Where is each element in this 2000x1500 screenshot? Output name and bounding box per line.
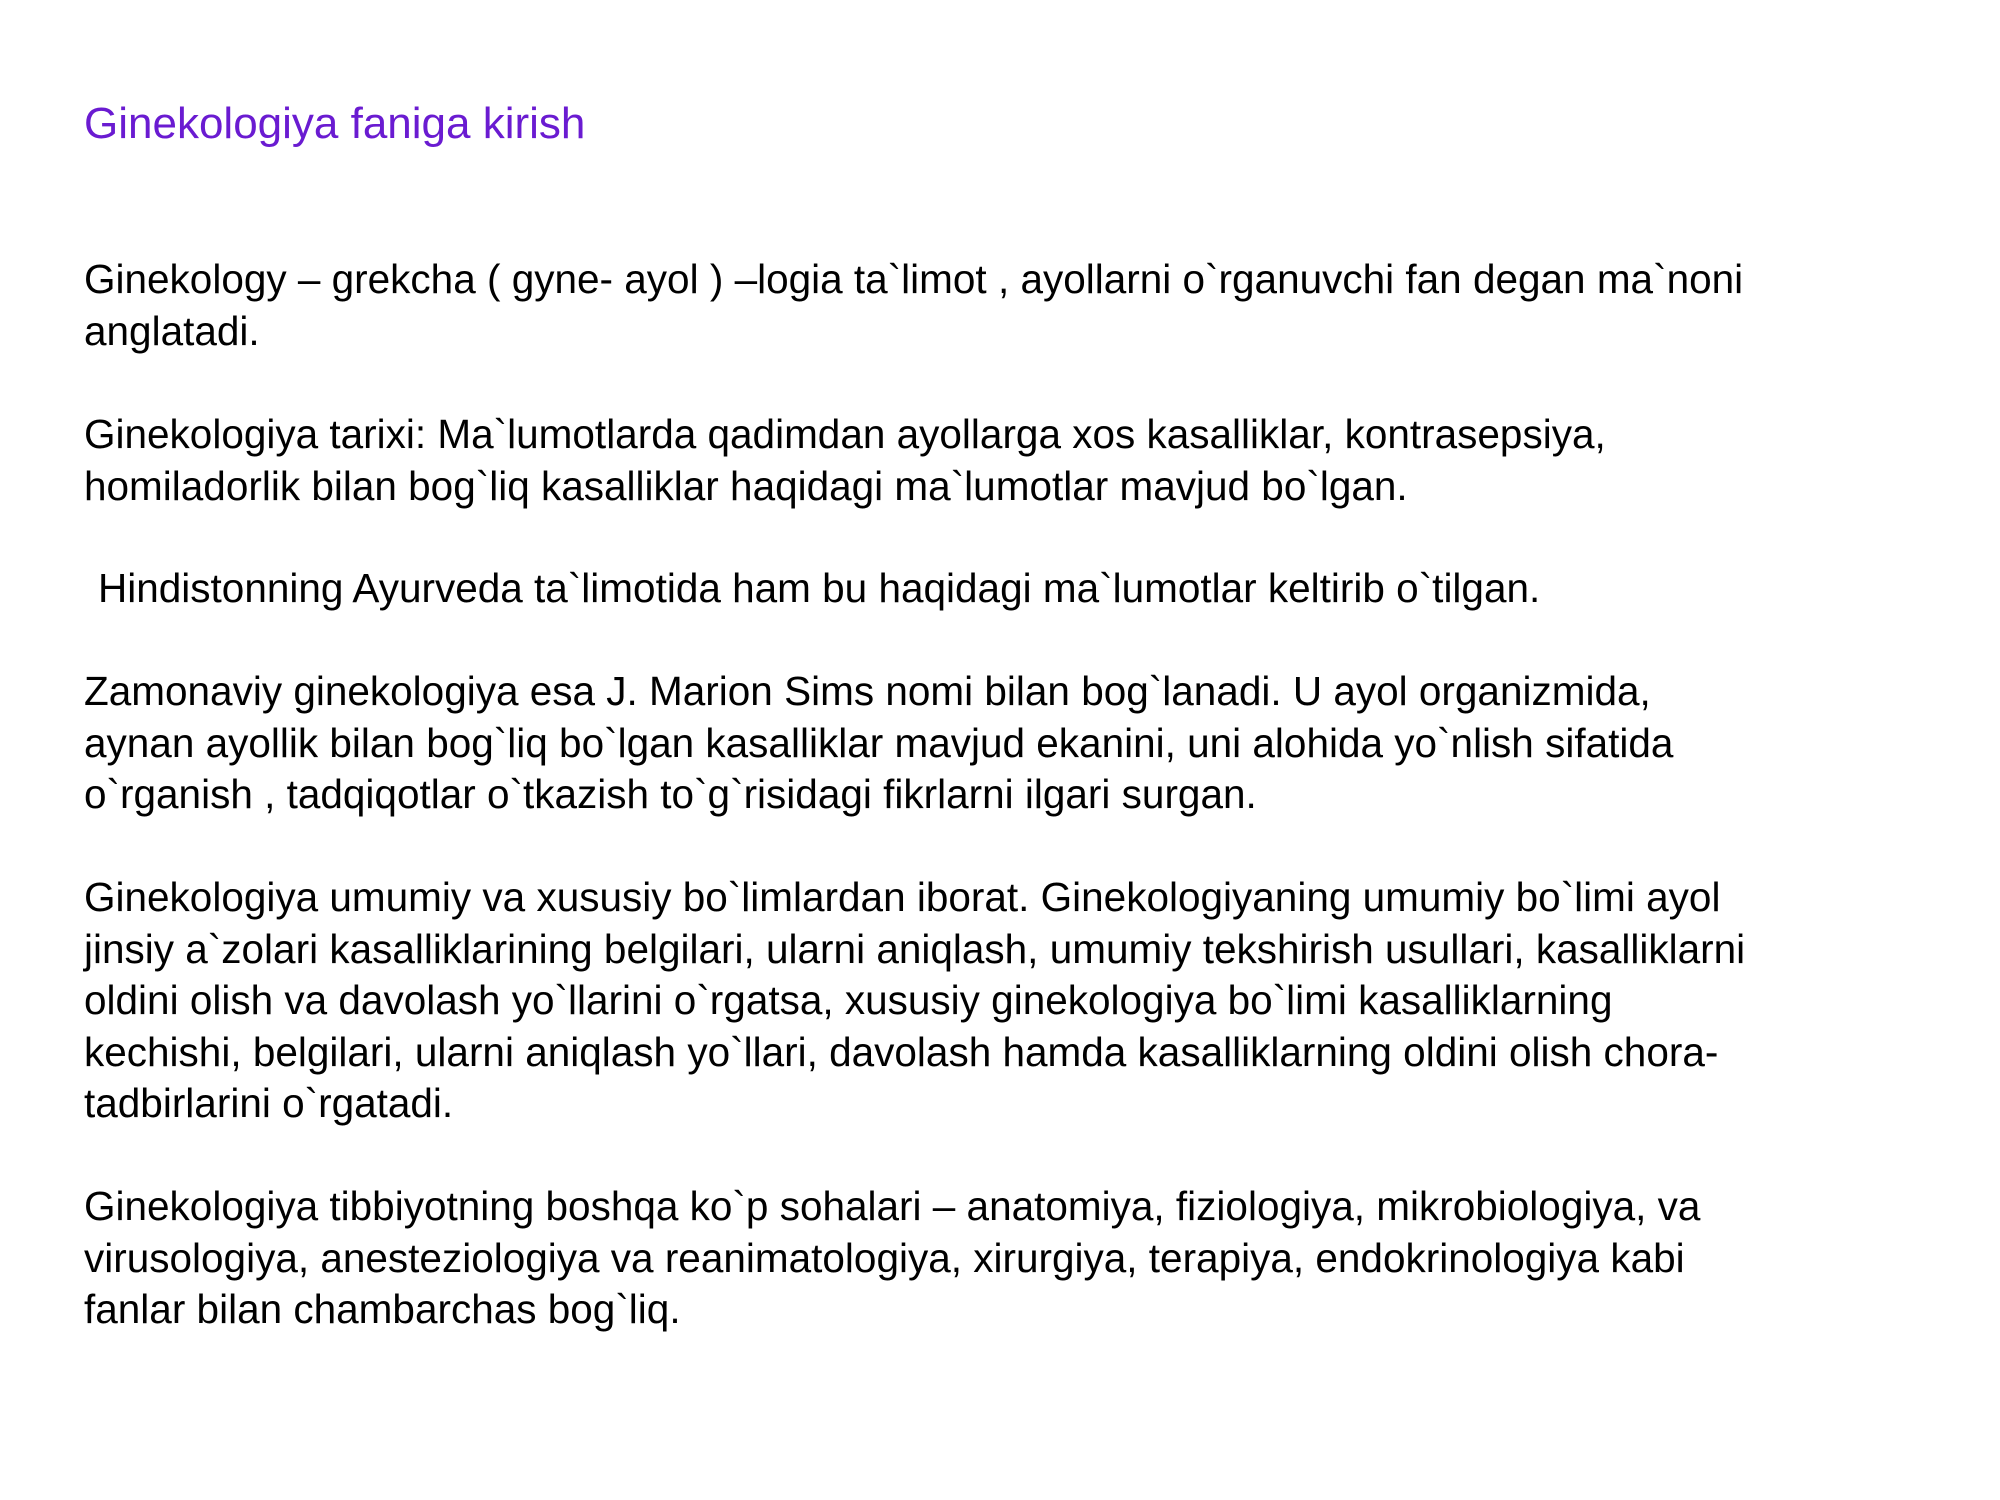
text-line: homiladorlik bilan bog`liq kasalliklar haqidagi ma`lumotlar mavjud bo`lgan. xyxy=(84,462,1408,509)
text-line: fanlar bilan chambarchas bog`liq. xyxy=(84,1286,681,1332)
text-line: Hindistonning Ayurveda ta`limotida ham bu haqidagi ma`lumotlar keltirib o`tilgan. xyxy=(98,565,1541,611)
slide-title: Ginekologiya faniga kirish xyxy=(84,99,586,148)
text-line: Zamonaviy ginekologiya esa J. Marion Sims nomi bilan bog`lanadi. U ayol organizmida, xyxy=(84,668,1651,714)
text-line: anglatadi. xyxy=(84,307,260,354)
text-line: aynan ayollik bilan bog`liq bo`lgan kasalliklar mavjud ekanini, uni alohida yo`nlish sifatida xyxy=(84,719,1674,766)
text-line: Ginekologiya umumiy va xususiy bo`limlardan iborat. Ginekologiyaning umumiy bo`limi ayol xyxy=(84,874,1721,920)
paragraph-history xyxy=(84,409,1964,512)
text-line: tadbirlarini o`rgatadi. xyxy=(84,1080,454,1126)
text-line: jinsiy a`zolari kasalliklarining belgilari, ularni aniqlash, umumiy tekshirish usullari, kasalliklarni xyxy=(84,925,1746,972)
text-line: Ginekologiya tarixi: Ma`lumotlarda qadimdan ayollarga xos kasalliklar, kontrasepsiya, xyxy=(84,411,1606,457)
paragraph-ayurveda xyxy=(84,563,1978,615)
text-line: o`rganish , tadqiqotlar o`tkazish to`g`risidagi fikrlarni ilgari surgan. xyxy=(84,771,1257,817)
text-line: kechishi, belgilari, ularni aniqlash yo`llari, davolash hamda kasalliklarning oldini olish chora- xyxy=(84,1028,1719,1075)
text-line: Ginekology – grekcha ( gyne- ayol ) –logia ta`limot , ayollarni o`rganuvchi fan degan ma`noni xyxy=(84,256,1744,302)
paragraph-sections xyxy=(84,872,1964,1130)
paragraph-definition xyxy=(84,254,1964,357)
paragraph-related-fields xyxy=(84,1181,1964,1336)
text-line: oldini olish va davolash yo`llarini o`rgatsa, xususiy ginekologiya bo`limi kasalliklarning xyxy=(84,977,1613,1023)
text-line: Ginekologiya tibbiyotning boshqa ko`p sohalari – anatomiya, fiziologiya, mikrobiologiya, va xyxy=(84,1183,1701,1229)
paragraph-modern-gynecology xyxy=(84,666,1964,821)
text-line: virusologiya, anesteziologiya va reanimatologiya, xirurgiya, terapiya, endokrinologiya kabi xyxy=(84,1234,1685,1281)
